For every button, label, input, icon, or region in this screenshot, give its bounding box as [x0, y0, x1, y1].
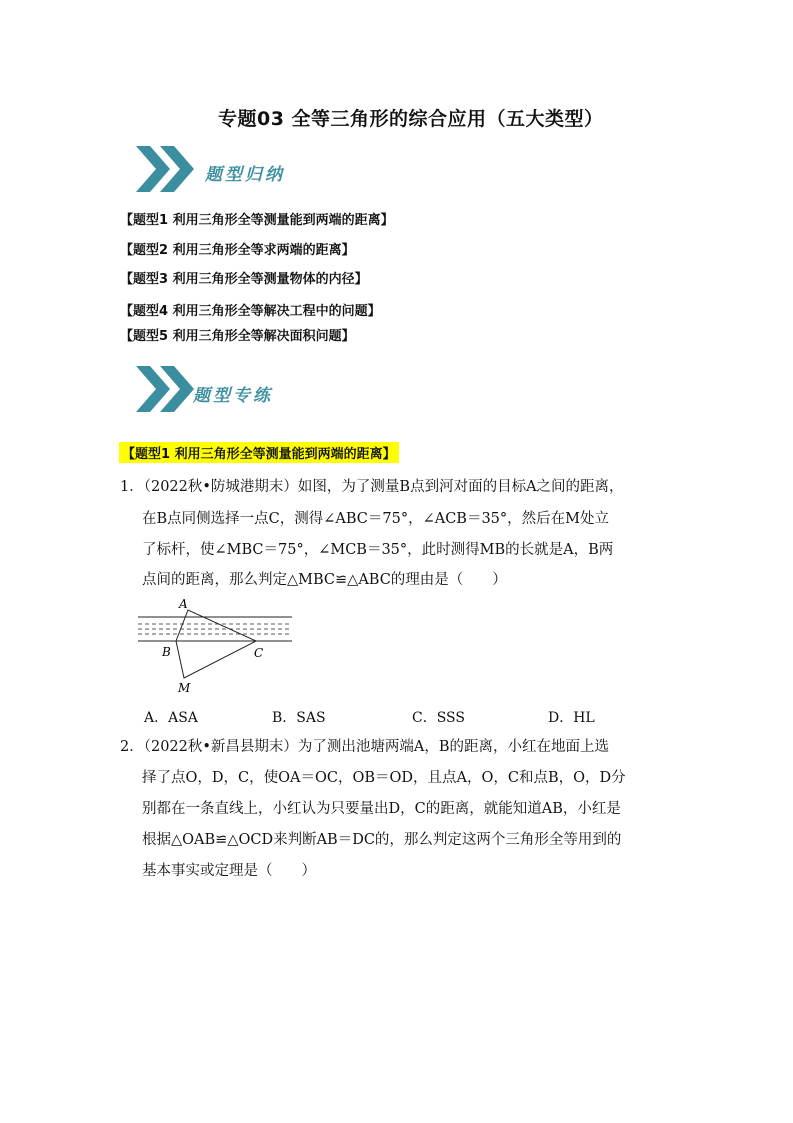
section-label-practice: 题型专练: [193, 386, 273, 406]
toc-item-3: 【题型3 利用三角形全等测量物体的内径】: [120, 272, 368, 287]
q1-line-4: 点间的距离，那么判定△MBC≌△ABC的理由是（ ）: [142, 572, 507, 588]
toc-item-1: 【题型1 利用三角形全等测量能到两端的距离】: [120, 213, 394, 228]
q2-line-5: 基本事实或定理是（ ）: [142, 863, 316, 879]
figure-label-c: C: [254, 646, 264, 660]
toc-item-2: 【题型2 利用三角形全等求两端的距离】: [120, 243, 355, 258]
figure-label-a: A: [179, 597, 188, 611]
q2-line-1: 2．（2022秋•新昌县期末）为了测出池塘两端A，B的距离，小红在地面上选: [120, 739, 610, 755]
q1-option-b: B．SAS: [272, 710, 326, 726]
q2-line-3: 别都在一条直线上，小红认为只要量出D，C的距离，就能知道AB，小红是: [142, 801, 621, 817]
section-label-summary: 题型归纳: [205, 165, 285, 185]
page-title: 专题03 全等三角形的综合应用（五大类型）: [218, 108, 604, 130]
q2-line-4: 根据△OAB≌△OCD来判断AB＝DC的，那么判定这两个三角形全等用到的: [142, 832, 622, 848]
figure-label-m: M: [178, 681, 191, 695]
q1-line-2: 在B点同侧选择一点C，测得∠ABC＝75°，∠ACB＝35°，然后在M处立: [142, 511, 610, 527]
q1-line-1: 1．（2022秋•防城港期末）如图，为了测量B点到河对面的目标A之间的距离，: [120, 479, 624, 495]
q1-geometry-figure: [136, 596, 296, 698]
practice-heading: 【题型1 利用三角形全等测量能到两端的距离】: [119, 442, 399, 463]
q2-line-2: 择了点O，D，C，使OA＝OC，OB＝OD，且点A，O，C和点B，O，D分: [142, 770, 626, 786]
figure-label-b: B: [162, 645, 171, 659]
q1-line-3: 了标杆，使∠MBC＝75°，∠MCB＝35°，此时测得MB的长就是A，B两: [142, 542, 614, 558]
double-chevron-right-icon: [136, 146, 200, 192]
double-chevron-right-icon: [136, 366, 200, 412]
toc-item-5: 【题型5 利用三角形全等解决面积问题】: [120, 329, 355, 344]
q1-option-d: D．HL: [548, 710, 595, 726]
toc-item-4: 【题型4 利用三角形全等解决工程中的问题】: [120, 304, 381, 319]
q1-option-a: A．ASA: [144, 710, 198, 726]
q1-option-c: C．SSS: [412, 710, 465, 726]
